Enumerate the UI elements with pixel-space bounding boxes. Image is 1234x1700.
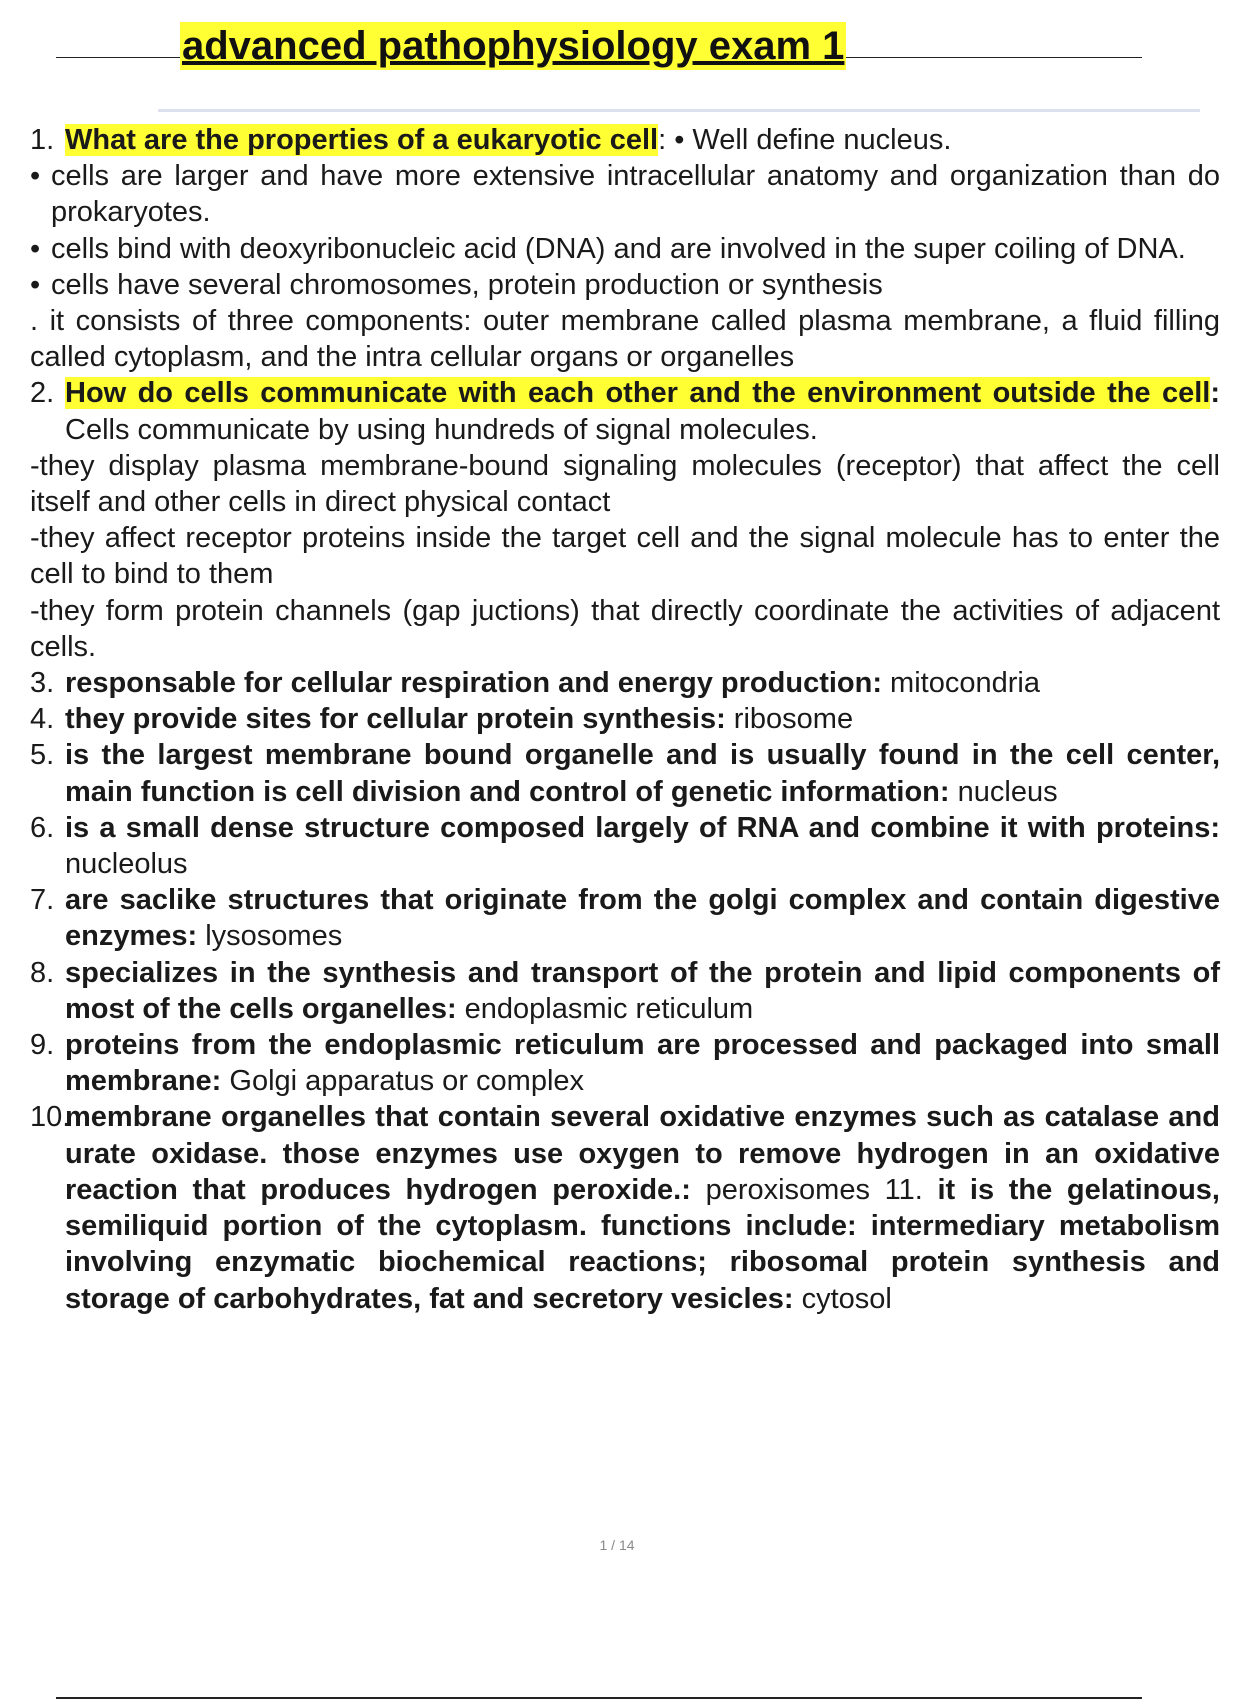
question-text: responsable for cellular respiration and energy production: [65,667,882,700]
question-1 [30,122,1220,158]
question-colon: : [1210,377,1220,410]
question-text: is a small dense structure composed largely of RNA and combine it with proteins: [65,811,1220,844]
question-text: What are the properties of a eukaryotic cell [65,124,659,156]
question-number: 7. [30,884,55,917]
answer-text: lysosomes [197,920,343,953]
bullet-text: cells bind with deoxyribonucleic acid (DNA) and are involved in the super coiling of DNA. [51,232,1186,265]
bullet-text: cells have several chromosomes, protein production or synthesis [51,268,883,301]
question-text: it is the gelatinous, semiliquid portion of the cytoplasm. functions include: intermediary metabolism involving enzymatic biochemical reactions; ribosomal protein synthesis and storage of carbohydrates, fat and secretory vesicles: [65,1173,1220,1315]
bullet-icon: • [30,268,41,301]
answer-text: endoplasmic reticulum [456,992,754,1025]
question-6 [30,810,1220,882]
question-number: 1. [30,124,55,156]
answer-text: cytosol [793,1282,892,1315]
footer-rule [56,1697,1142,1699]
answer-text: mitocondria [882,667,1040,700]
question-number: 10. [30,1101,71,1134]
paragraph: -they affect receptor proteins inside the target cell and the signal molecule has to enter the cell to bind to them [30,522,1220,591]
title-row [56,22,1142,72]
bullet-icon: • [30,232,41,265]
answer-text: peroxisomes 11. [690,1173,923,1206]
divider [158,109,1200,112]
answer-text: ribosome [725,703,854,736]
question-text: is the largest membrane bound organelle and is usually found in the cell center, main function is cell division and control of genetic information: [65,739,1220,808]
question-9 [30,1027,1220,1099]
answer-text: Golgi apparatus or complex [221,1065,585,1098]
question-7 [30,882,1220,954]
document-title: advanced pathophysiology exam 1 [182,24,845,68]
answer-text: nucleus [949,775,1058,808]
answer-text: Cells communicate by using hundreds of signal molecules. [65,413,818,446]
paragraph: -they display plasma membrane-bound signaling molecules (receptor) that affect the cell itself and other cells in direct physical contact [30,449,1220,519]
question-text: they provide sites for cellular protein synthesis: [65,703,726,736]
question-number: 3. [30,667,55,700]
question-10 [30,1099,1220,1316]
question-number: 2. [30,377,55,410]
question-number: 4. [30,703,55,736]
paragraph: . it consists of three components: outer membrane called plasma membrane, a fluid filling called cytoplasm, and the intra cellular organs or organelles [30,305,1220,374]
bullet-text: cells are larger and have more extensive intracellular anatomy and organization than do prokaryotes. [51,160,1220,229]
question-8 [30,955,1220,1027]
question-text: are saclike structures that originate from the golgi complex and contain digestive enzymes: [65,884,1220,953]
question-number: 5. [30,739,55,772]
document-body [30,122,1220,1317]
list-item [30,158,1220,230]
list-item [30,267,1220,303]
question-5 [30,737,1220,809]
page-indicator: 1 / 14 [599,1537,635,1553]
question-text: proteins from the endoplasmic reticulum are processed and packaged into small membrane: [65,1029,1220,1098]
question-4 [30,701,1220,737]
paragraph: -they form protein channels (gap juctions) that directly coordinate the activities of adjacent cells. [30,594,1220,663]
question-number: 6. [30,811,55,844]
question-text: membrane organelles that contain several oxidative enzymes such as catalase and urate oxidase. those enzymes use oxygen to remove hydrogen in an oxidative reaction that produces hydrogen peroxide.: [65,1101,1220,1206]
bullet-icon: • [30,160,41,193]
answer-text: : • Well define nucleus. [658,124,952,156]
question-2 [30,375,1220,447]
question-text: How do cells communicate with each other and the environment outside the cell [65,377,1211,410]
question-number: 8. [30,956,55,989]
list-item [30,231,1220,267]
answer-text: nucleolus [65,848,188,881]
question-3 [30,665,1220,701]
question-number: 9. [30,1029,55,1062]
question-text: specializes in the synthesis and transport of the protein and lipid components of most of the cells organelles: [65,956,1220,1025]
